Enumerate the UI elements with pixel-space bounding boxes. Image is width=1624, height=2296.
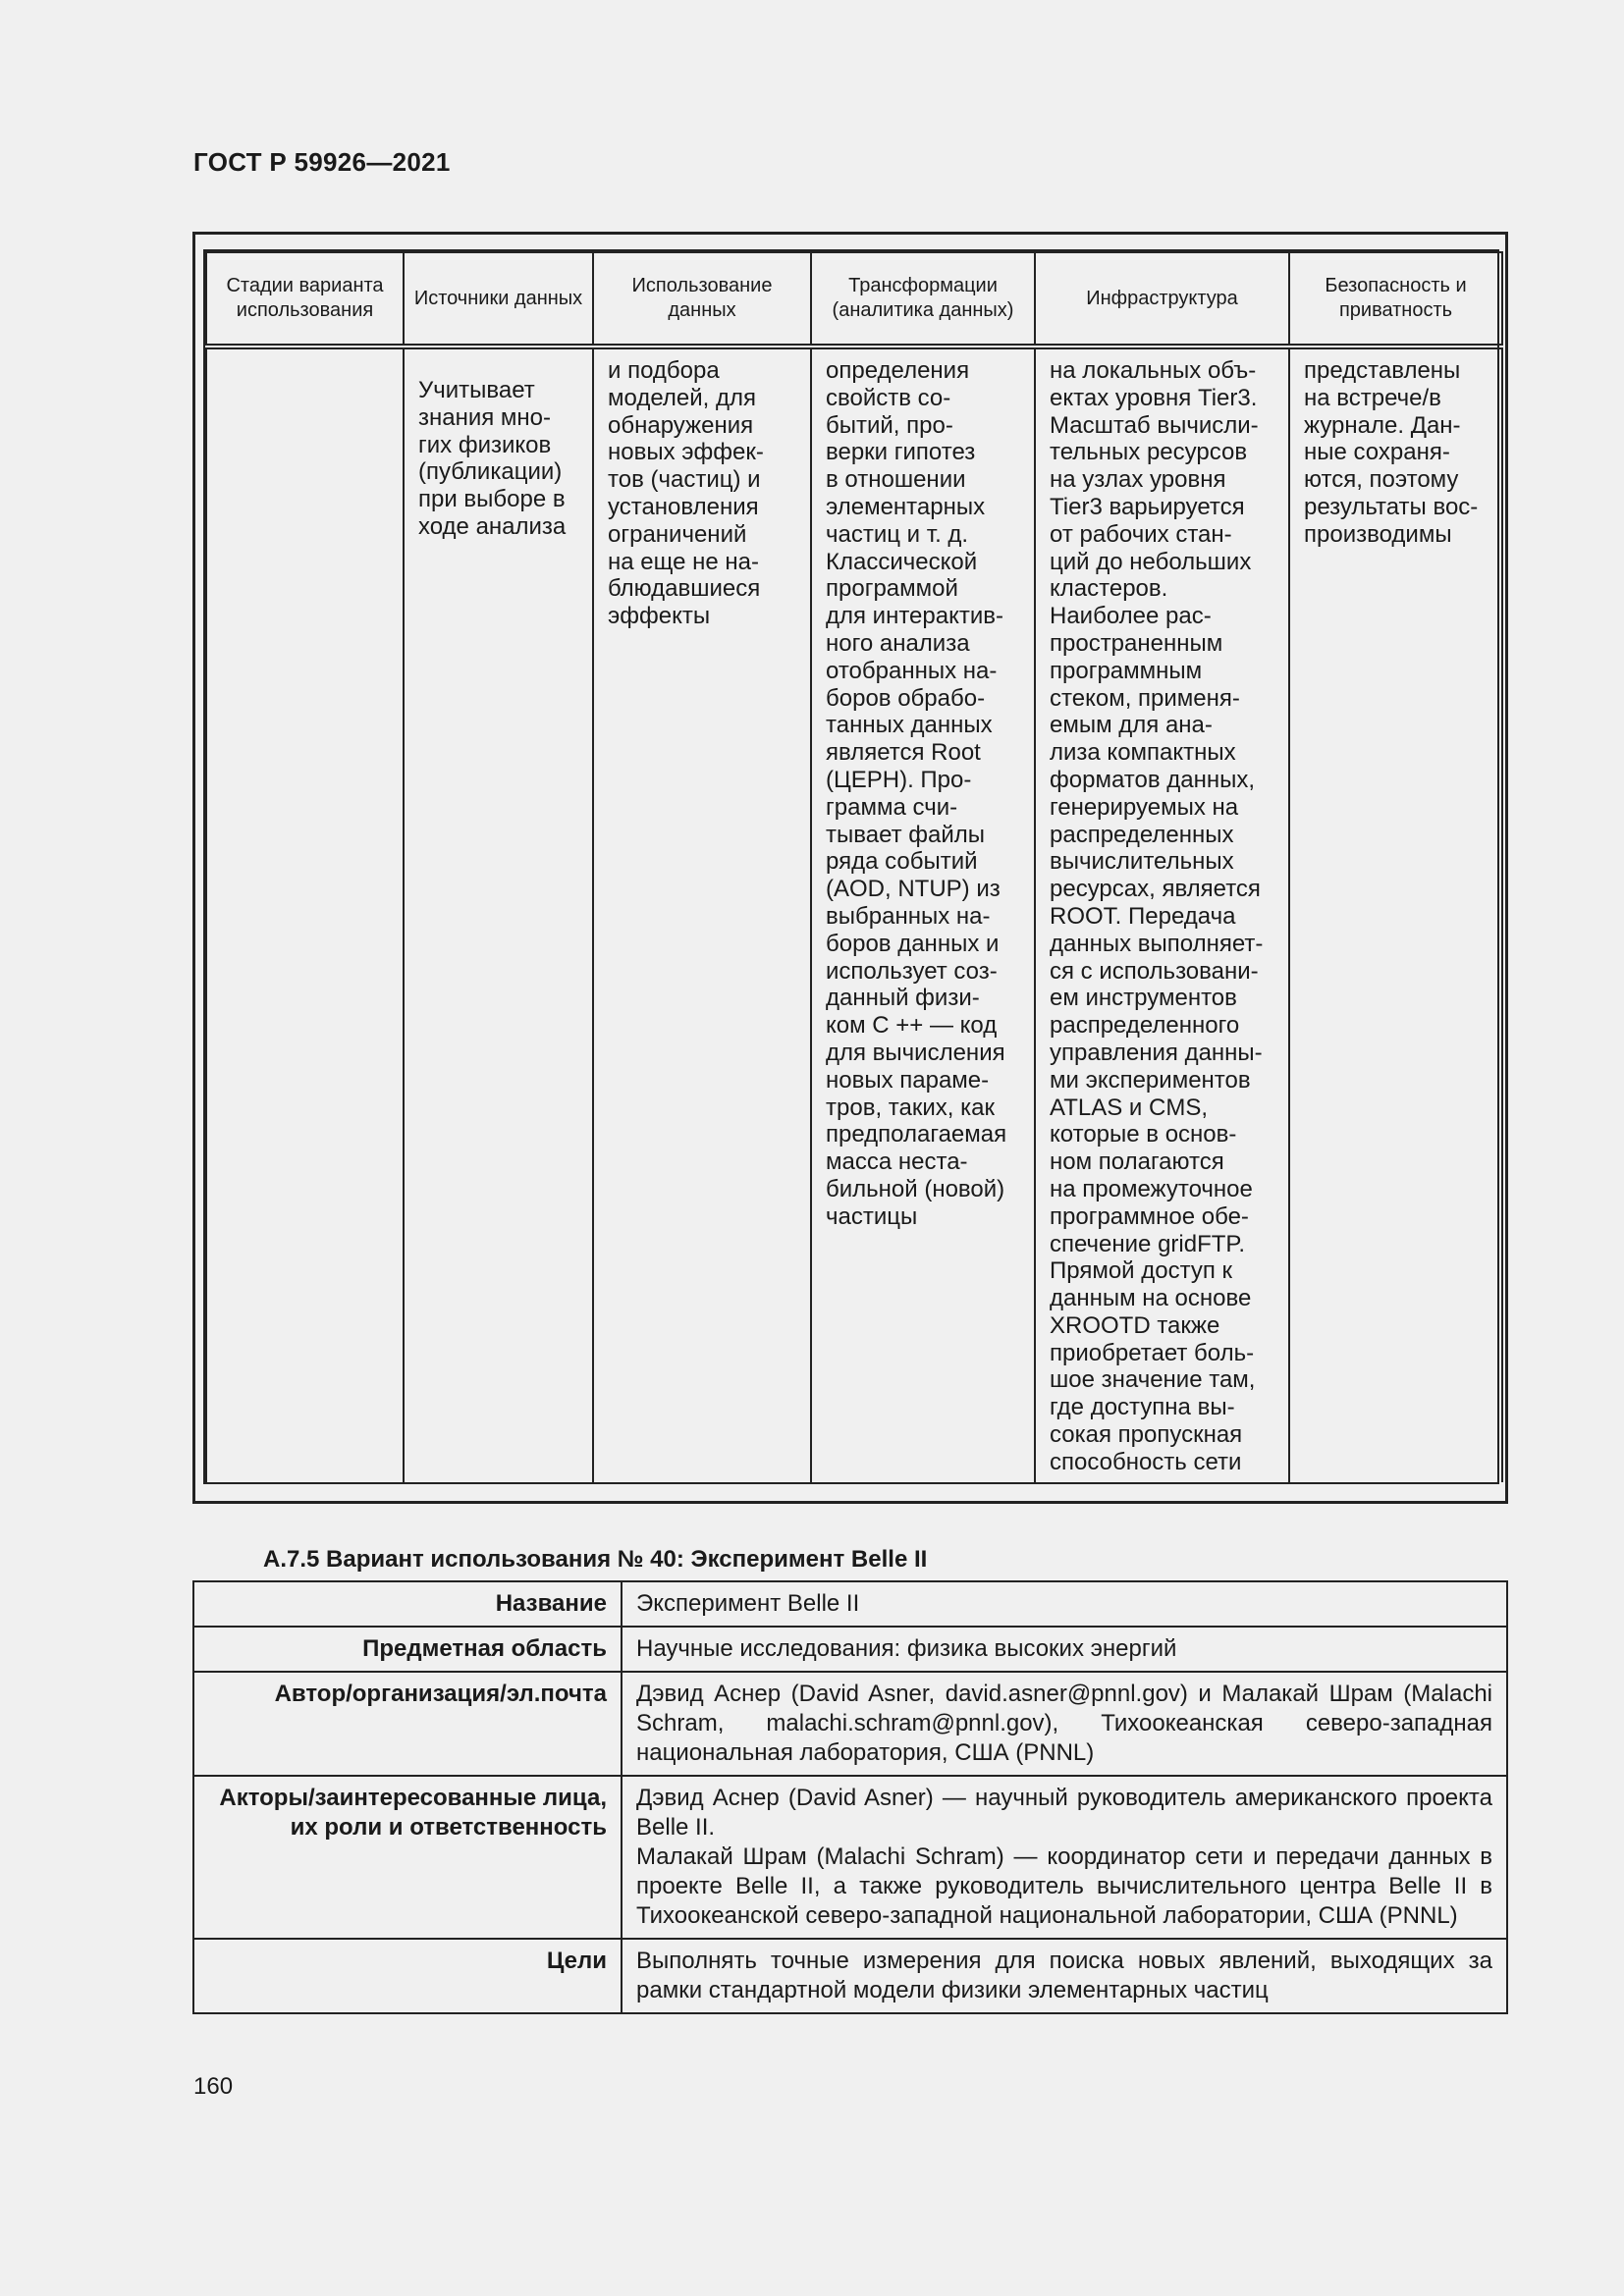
info-row-author [193,1672,1507,1776]
info-value-actors [622,1776,1507,1939]
cell-transformations: определения свойств со- бытий, про- верки гипотез в отношении элементарных частиц и т. д. Классической программой для интерактив- ного анализа отобранных на- боров обрабо- танных данных является Root (ЦЕРН). Про- грамма счи- тывает файлы ряда событий (AOD, NTUP) из выбранных на- боров данных и использует соз- данный физи- ком С ++ — код для вычисления новых параме- тров, таких, как предполагаемая масса неста- бильной (новой) частицы [811,347,1035,1482]
info-label-actors: Акторы/заинтересованные лица, их роли и ответственность [193,1776,622,1939]
info-value-goals: Выполнять точные измерения для поиска новых явлений, выходящих за рамки стандартной модели физики элементарных частиц [622,1939,1507,2013]
cell-data-sources: Учитывает знания мно- гих физиков (публикации) при выборе в ходе анализа [404,347,593,1482]
section-title: А.7.5 Вариант использования № 40: Эксперимент Belle II [263,1546,928,1573]
info-value-author: Дэвид Аснер (David Asner, david.asner@pnnl.gov) и Малакай Шрам (Malachi Schram, malachi.schram@pnnl.gov), Тихоокеанская северо-западная национальная лаборатория, США (PNNL) [622,1672,1507,1776]
info-row-goals [193,1939,1507,2013]
info-label-name: Название [193,1581,622,1627]
column-header-infrastructure: Инфраструктура [1035,252,1289,347]
cell-data-usage: и подбора моделей, для обнаружения новых эффек- тов (частиц) и установления ограничений на еще не на- блюдавшиеся эффекты [593,347,811,1482]
cell-security-privacy: представлены на встрече/в журнале. Дан- ные сохраня- ются, поэтому результаты вос- производимы [1289,347,1502,1482]
column-header-transformations: Трансформации (аналитика данных) [811,252,1035,347]
column-header-data-usage: Использование данных [593,252,811,347]
info-row-actors [193,1776,1507,1939]
continuation-table-header-row [206,252,1502,347]
info-label-author: Автор/организация/эл.почта [193,1672,622,1776]
info-label-goals: Цели [193,1939,622,2013]
continuation-table-inner-frame [203,249,1499,1484]
info-value-name: Эксперимент Belle II [622,1581,1507,1627]
continuation-table [205,251,1503,1482]
info-value-actors-line: Малакай Шрам (Malachi Schram) — координатор сети и передачи данных в проекте Belle II, а также руководитель вычислительного центра Belle II в Тихоокеанской северо-западной национальной лаборатории, США (PNNL) [636,1843,1492,1929]
cell-stages [206,347,404,1482]
info-value-domain: Научные исследования: физика высоких энергий [622,1627,1507,1672]
column-header-data-sources: Источники данных [404,252,593,347]
cell-infrastructure: на локальных объ- ектах уровня Tier3. Масштаб вычисли- тельных ресурсов на узлах уровня Tier3 варьируется от рабочих стан- ций до небольших кластеров. Наиболее рас- пространенным программным стеком, применя- емым для ана- лиза компактных форматов данных, генерируемых на распределенных вычислительных ресурсах, является ROOT. Передача данных выполняет- ся с использовани- ем инструментов распределенного управления данны- ми экспериментов ATLAS и CMS, которые в основ- ном полагаются на промежуточное программное обе- спечение gridFTP. Прямой доступ к данным на основе XROOTD также приобретает боль- шое значение там, где доступна вы- сокая пропускная способность сети [1035,347,1289,1482]
info-row-domain [193,1627,1507,1672]
page-number: 160 [193,2073,234,2100]
continuation-table-row [206,347,1502,1482]
column-header-security-privacy: Безопасность и приватность [1289,252,1502,347]
info-row-name [193,1581,1507,1627]
use-case-info-table [192,1580,1508,2014]
column-header-stages: Стадии варианта использования [206,252,404,347]
info-value-actors-line: Дэвид Аснер (David Asner) — научный руководитель американского проекта Belle II. [636,1785,1492,1841]
info-label-domain: Предметная область [193,1627,622,1672]
document-header-standard: ГОСТ Р 59926—2021 [193,147,451,177]
continuation-table-outer-frame [192,232,1508,1504]
